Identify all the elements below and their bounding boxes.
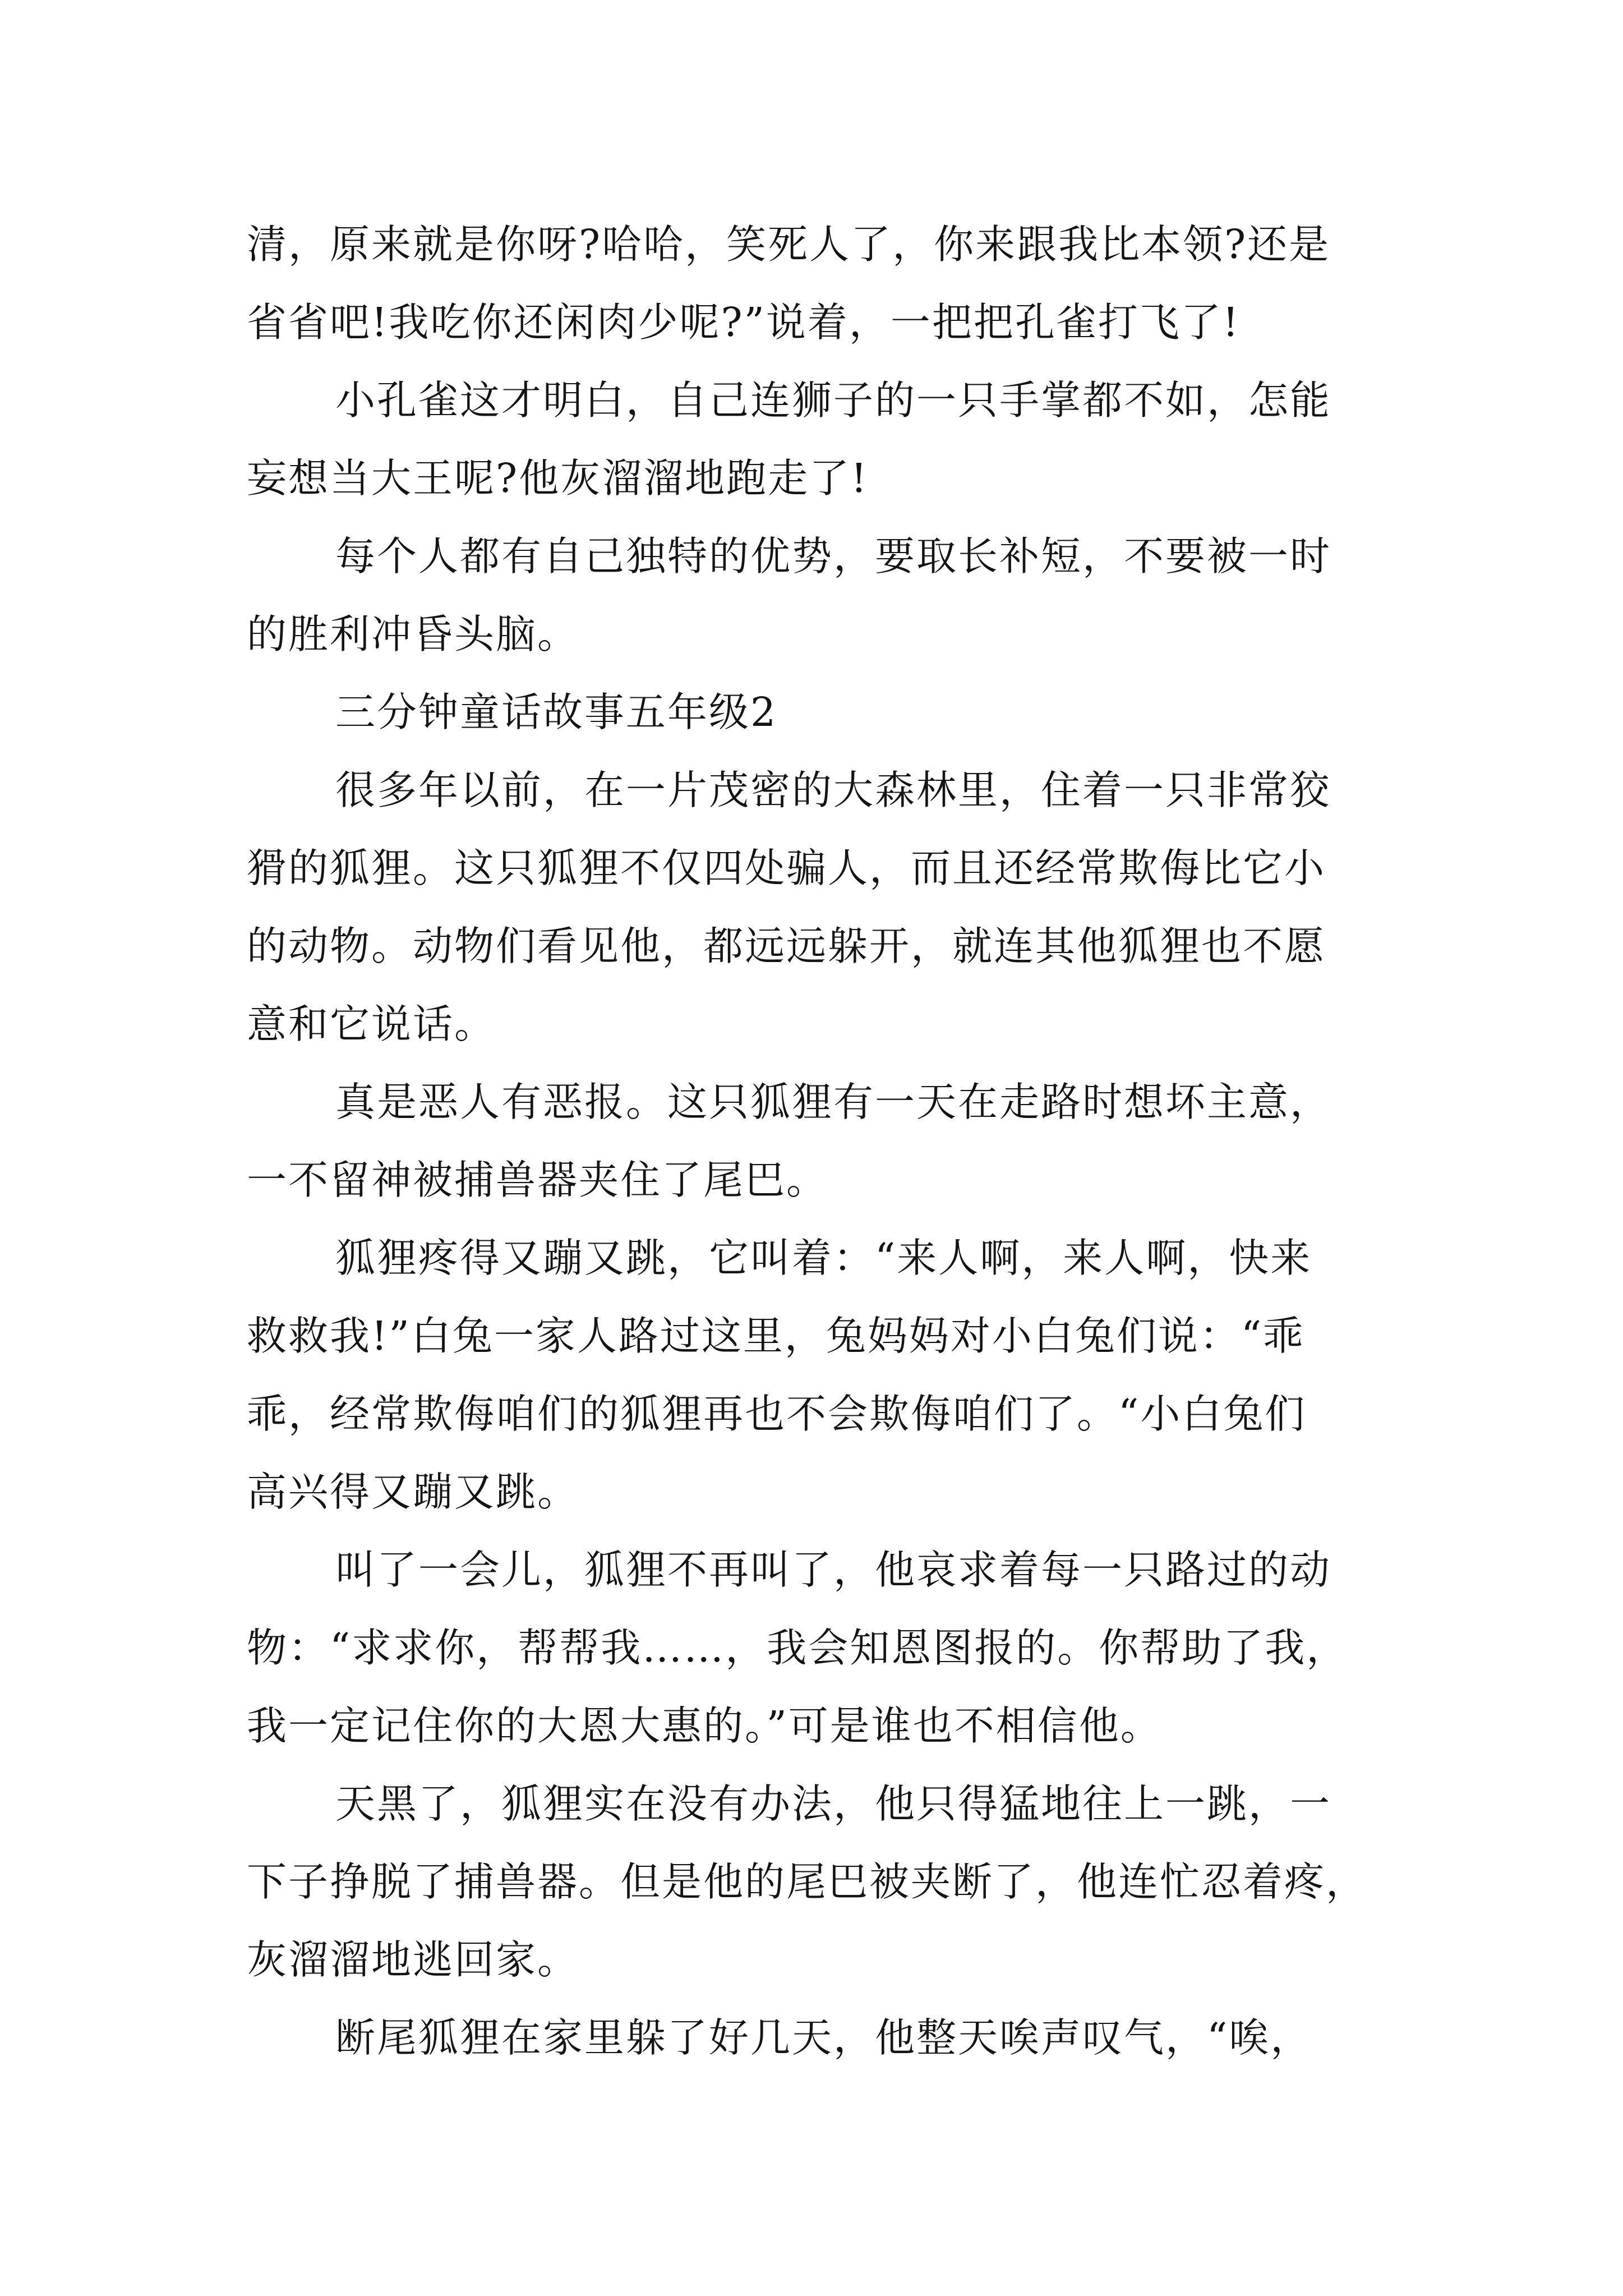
text-line: 的胜利冲昏头脑。: [247, 611, 579, 657]
text-line: 猾的狐狸。这只狐狸不仅四处骗人，而且还经常欺侮比它小: [247, 845, 1326, 891]
text-line: 一不留神被捕兽器夹住了尾巴。: [247, 1157, 828, 1203]
paragraph-start-line: 真是恶人有恶报。这只狐狸有一天在走路时想坏主意，: [335, 1079, 1332, 1125]
text-line: 意和它说话。: [247, 1001, 496, 1047]
paragraph-start-line: 小孔雀这才明白，自己连狮子的一只手掌都不如，怎能: [335, 377, 1332, 424]
text-line: 妄想当大王呢?他灰溜溜地跑走了!: [247, 455, 869, 501]
text-line: 省省吧!我吃你还闲肉少呢?”说着，一把把孔雀打飞了!: [247, 299, 1241, 346]
text-line: 下子挣脱了捕兽器。但是他的尾巴被夹断了，他连忙忍着疼，: [247, 1858, 1368, 1905]
text-line: 清，原来就是你呀?哈哈，笑死人了，你来跟我比本领?还是: [247, 221, 1331, 268]
paragraph-start-line: 每个人都有自己独特的优势，要取长补短，不要被一时: [335, 533, 1332, 579]
text-line: 的动物。动物们看见他，都远远躲开，就连其他狐狸也不愿: [247, 923, 1326, 969]
paragraph-start-line: 狐狸疼得又蹦又跳，它叫着：“来人啊，来人啊，快来: [335, 1235, 1312, 1281]
section-heading: 三分钟童话故事五年级2: [335, 689, 778, 735]
text-line: 我一定记住你的大恩大惠的。”可是谁也不相信他。: [247, 1703, 1162, 1749]
text-line: 灰溜溜地逃回家。: [247, 1936, 579, 1983]
text-line: 乖，经常欺侮咱们的狐狸再也不会欺侮咱们了。“小白兔们: [247, 1391, 1307, 1437]
text-line: 物：“求求你，帮帮我……，我会知恩图报的。你帮助了我，: [247, 1625, 1348, 1671]
paragraph-start-line: 断尾狐狸在家里躲了好几天，他整天唉声叹气，“唉，: [335, 2014, 1312, 2061]
paragraph-start-line: 天黑了，狐狸实在没有办法，他只得猛地往上一跳，一: [335, 1780, 1332, 1827]
paragraph-start-line: 很多年以前，在一片茂密的大森林里，住着一只非常狡: [335, 767, 1332, 813]
text-line: 高兴得又蹦又跳。: [247, 1469, 579, 1515]
paragraph-start-line: 叫了一会儿，狐狸不再叫了，他哀求着每一只路过的动: [335, 1547, 1332, 1593]
text-line: 救救我!”白兔一家人路过这里，兔妈妈对小白兔们说：“乖: [247, 1313, 1305, 1359]
